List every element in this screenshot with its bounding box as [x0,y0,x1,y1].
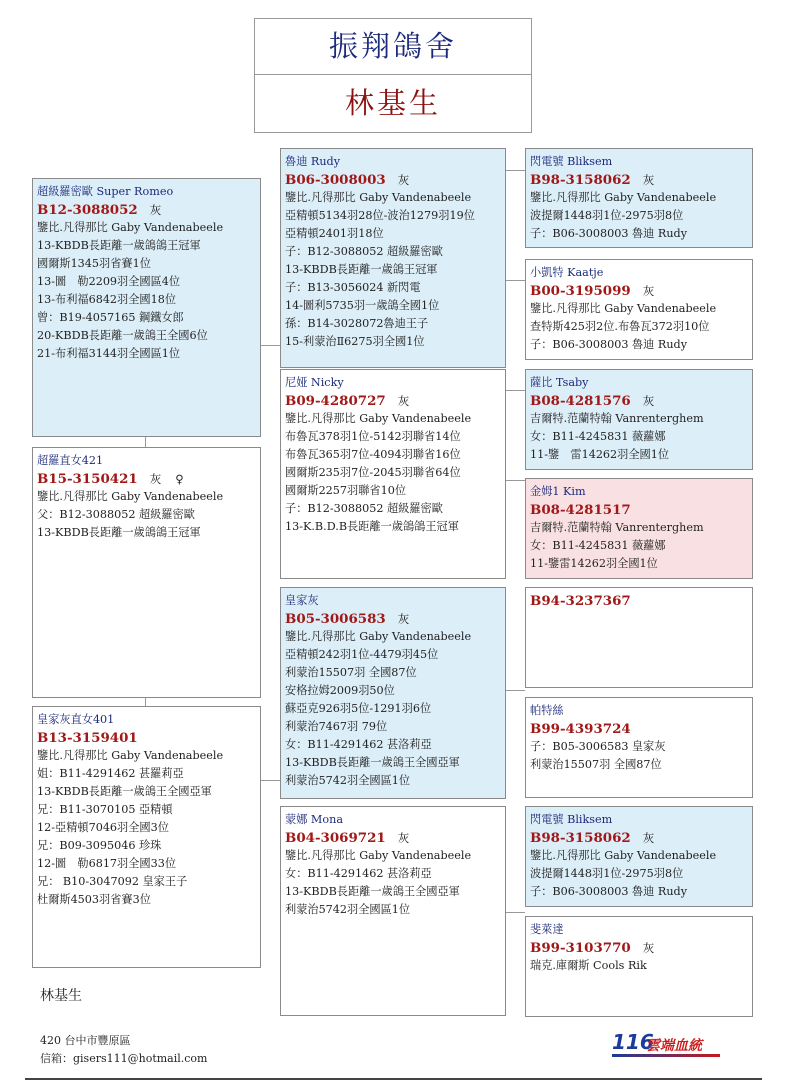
detail-line: 利蒙治15507羽 全國87位 [285,666,417,679]
ring-number-row [530,171,752,189]
detail-line: 鑒比.凡得那比 Gaby Vandenabeele [37,221,224,234]
pigeon-name: 魯迪 Rudy [285,155,341,168]
ring-number: B08-4281517 [530,502,631,518]
detail-line: 20-KBDB長距離一歲鴿王全國6位 [37,329,208,342]
pedigree-card [32,178,261,437]
connector-line [505,390,525,391]
detail-line: 利蒙治7467羽 79位 [285,720,388,733]
ring-number: B09-4280727 [285,393,386,409]
pedigree-card [525,259,753,360]
ring-number: B98-3158062 [530,172,631,188]
color-label: 灰 [397,173,410,187]
detail-line: 布魯瓦365羽7位-4094羽聯省16位 [285,448,461,461]
detail-line: 12-圖 勒6817羽全國33位 [37,857,177,870]
pedigree-card [525,916,753,1017]
connector-line [505,170,525,171]
detail-line: 子：B12-3088052 超級羅密歐 [285,245,443,258]
detail-line: 亞精頓2401羽18位 [285,227,384,240]
detail-line: 查特斯425羽2位.布魯瓦372羽10位 [530,320,710,333]
footer-contact [40,1032,207,1068]
detail-line: 13-K.B.D.B長距離一歲鴿鴿王冠軍 [285,520,459,533]
detail-line: 子：B06-3008003 魯迪 Rudy [530,227,688,240]
color-label: 灰 [642,394,655,408]
pigeon-name: 小凱特 Kaatje [530,266,604,279]
detail-line: 13-KBDB長距離一歲鴿王全國亞軍 [285,756,460,769]
pedigree-card [525,369,753,470]
detail-line: 13-KBDB長距離一歲鴿王冠軍 [285,263,438,276]
detail-line: 15-利蒙治Ⅱ6275羽全國1位 [285,335,425,348]
ring-number-row [37,729,260,747]
ring-number: B06-3008003 [285,172,386,188]
detail-line: 鑒比.凡得那比 Gaby Vandenabeele [530,302,717,315]
detail-line: 鑒比.凡得那比 Gaby Vandenabeele [285,630,472,643]
detail-line: 女：B11-4245831 薇蘿娜 [530,430,666,443]
detail-line: 鑒比.凡得那比 Gaby Vandenabeele [530,191,717,204]
color-label: 灰 [642,831,655,845]
detail-line: 國爾斯2257羽聯省10位 [285,484,407,497]
detail-line: 波提爾1448羽1位-2975羽8位 [530,867,684,880]
detail-line: 利蒙治5742羽全國區1位 [285,774,411,787]
detail-line: 孫：B14-3028072魯迪王子 [285,317,429,330]
pedigree-card [32,706,261,968]
detail-line: 鑒比.凡得那比 Gaby Vandenabeele [285,412,472,425]
ring-number: B15-3150421 [37,471,138,487]
pedigree-card [32,447,261,698]
detail-line: 12-亞精頓7046羽全國3位 [37,821,169,834]
pedigree-card [525,697,753,798]
pigeon-name: 閃電號 Bliksem [530,813,613,826]
detail-line: 布魯瓦378羽1位-5142羽聯省14位 [285,430,461,443]
pedigree-card [525,587,753,688]
logo-underline [612,1054,720,1057]
ring-number: B99-4393724 [530,721,631,737]
ring-number-row [285,610,505,628]
ring-number-row [530,501,752,519]
color-label: 灰 [397,831,410,845]
ring-number-row [530,939,752,957]
detail-line: 女：B11-4291462 甚洛莉亞 [285,867,432,880]
color-label: 灰 [149,472,162,486]
pigeon-name: 皇家灰 [285,594,319,607]
ring-number: B12-3088052 [37,202,138,218]
pigeon-name: 超羅直女421 [37,454,104,467]
ring-number-row [530,720,752,738]
ring-number: B00-3195099 [530,283,631,299]
loft-title: 振翔鴿舍 [254,18,532,75]
detail-line: 13-KBDB長距離一歲鴿王全國亞軍 [285,885,460,898]
detail-line: 13-布利福6842羽全國18位 [37,293,177,306]
detail-line: 亞精頓5134羽28位-波治1279羽19位 [285,209,475,222]
detail-line: 11-鑒雷14262羽全國1位 [530,557,658,570]
detail-line: 兄：B09-3095046 珍珠 [37,839,162,852]
detail-line: 杜爾斯4503羽省賽3位 [37,893,151,906]
pigeon-name: 超級羅密歐 Super Romeo [37,185,174,198]
connector-line [505,480,525,481]
detail-line: 11-鑒 雷14262羽全國1位 [530,448,670,461]
ring-number-row [285,392,505,410]
detail-line: 安格拉姆2009羽50位 [285,684,395,697]
ring-number-row [530,282,752,300]
detail-line: 姐：B11-4291462 甚羅莉亞 [37,767,184,780]
detail-line: 吉爾特.范蘭特翰 Vanrenterghem [530,521,704,534]
color-label: 灰 [642,941,655,955]
pigeon-name: 蒙娜 Mona [285,813,343,826]
ring-number-row [530,829,752,847]
detail-line: 21-布利福3144羽全國區1位 [37,347,181,360]
ring-number: B94-3237367 [530,593,631,609]
connector-line [260,345,280,346]
detail-line: 13-KBDB長距離一歲鴿鴿王冠軍 [37,239,201,252]
detail-line: 子：B06-3008003 魯迪 Rudy [530,338,688,351]
pedigree-card [525,478,753,579]
detail-line: 利蒙治5742羽全國區1位 [285,903,411,916]
detail-line: 子：B06-3008003 魯迪 Rudy [530,885,688,898]
detail-line: 利蒙治15507羽 全國87位 [530,758,662,771]
connector-line [505,912,525,913]
ring-number-row [530,592,752,610]
ring-number-row [37,470,260,488]
color-label: 灰 [642,173,655,187]
ring-number-row [530,392,752,410]
connector-line [505,280,525,281]
color-label: 灰 [397,394,410,408]
detail-line: 亞精頓242羽1位-4479羽45位 [285,648,439,661]
pedigree-card [525,806,753,907]
logo-number: 116 [612,1030,654,1054]
pedigree-card [280,806,506,1016]
detail-line: 鑒比.凡得那比 Gaby Vandenabeele [530,849,717,862]
detail-line: 鑒比.凡得那比 Gaby Vandenabeele [37,749,224,762]
color-label: 灰 [149,203,162,217]
pigeon-name: 薩比 Tsaby [530,376,589,389]
footer-email: 信箱：gisers111@hotmail.com [40,1052,208,1065]
footer-owner: 林基生 [40,988,82,1004]
detail-line: 女：B11-4291462 甚洛莉亞 [285,738,432,751]
detail-line: 13-KBDB長距離一歲鴿鴿王冠軍 [37,526,201,539]
detail-line: 兄： B10-3047092 皇家王子 [37,875,188,888]
bottom-divider [25,1078,762,1080]
owner-title: 林基生 [254,74,532,133]
footer-address: 420 台中市豐原區 [40,1034,131,1047]
detail-line: 父：B12-3088052 超級羅密歐 [37,508,195,521]
detail-line: 鑒比.凡得那比 Gaby Vandenabeele [37,490,224,503]
connector-line [260,780,280,781]
detail-line: 鑒比.凡得那比 Gaby Vandenabeele [285,849,472,862]
pedigree-card [280,148,506,368]
detail-line: 國爾斯1345羽省賽1位 [37,257,151,270]
ring-number-row [285,829,505,847]
color-label: 灰 [642,284,655,298]
detail-line: 子：B13-3056024 新閃電 [285,281,421,294]
ring-number-row [285,171,505,189]
sex-symbol: ♀ [175,472,184,486]
detail-line: 女：B11-4245831 薇蘿娜 [530,539,666,552]
detail-line: 13-KBDB長距離一歲鴿王全國亞軍 [37,785,212,798]
ring-number-row [37,201,260,219]
detail-line: 兄：B11-3070105 亞精頓 [37,803,173,816]
ring-number: B08-4281576 [530,393,631,409]
ring-number: B98-3158062 [530,830,631,846]
detail-line: 14-圖利5735羽一歲鴿全國1位 [285,299,440,312]
detail-line: 鑒比.凡得那比 Gaby Vandenabeele [285,191,472,204]
pedigree-card [280,369,506,579]
detail-line: 國爾斯235羽7位-2045羽聯省64位 [285,466,461,479]
pigeon-name: 金姆1 Kim [530,485,586,498]
connector-line [505,690,525,691]
ring-number: B99-3103770 [530,940,631,956]
pedigree-card [525,148,753,248]
pigeon-name: 閃電號 Bliksem [530,155,613,168]
detail-line: 曾：B19-4057165 鋼鐵女郎 [37,311,184,324]
ring-number: B04-3069721 [285,830,386,846]
pigeon-name: 尼娅 Nicky [285,376,344,389]
pigeon-name: 斐萊達 [530,923,564,936]
pigeon-name: 帕特絲 [530,704,564,717]
ring-number: B05-3006583 [285,611,386,627]
detail-line: 吉爾特.范蘭特翰 Vanrenterghem [530,412,704,425]
color-label: 灰 [397,612,410,626]
detail-line: 13-圖 勒2209羽全國區4位 [37,275,181,288]
brand-logo [612,1032,722,1056]
ring-number: B13-3159401 [37,730,138,746]
detail-line: 蘇亞克926羽5位-1291羽6位 [285,702,432,715]
detail-line: 子：B05-3006583 皇家灰 [530,740,666,753]
pigeon-name: 皇家灰直女401 [37,713,115,726]
pedigree-card [280,587,506,799]
detail-line: 瑞克.庫爾斯 Cools Rik [530,959,647,972]
logo-text: 雲端血統 [646,1038,702,1054]
detail-line: 子：B12-3088052 超級羅密歐 [285,502,443,515]
detail-line: 波提爾1448羽1位-2975羽8位 [530,209,684,222]
